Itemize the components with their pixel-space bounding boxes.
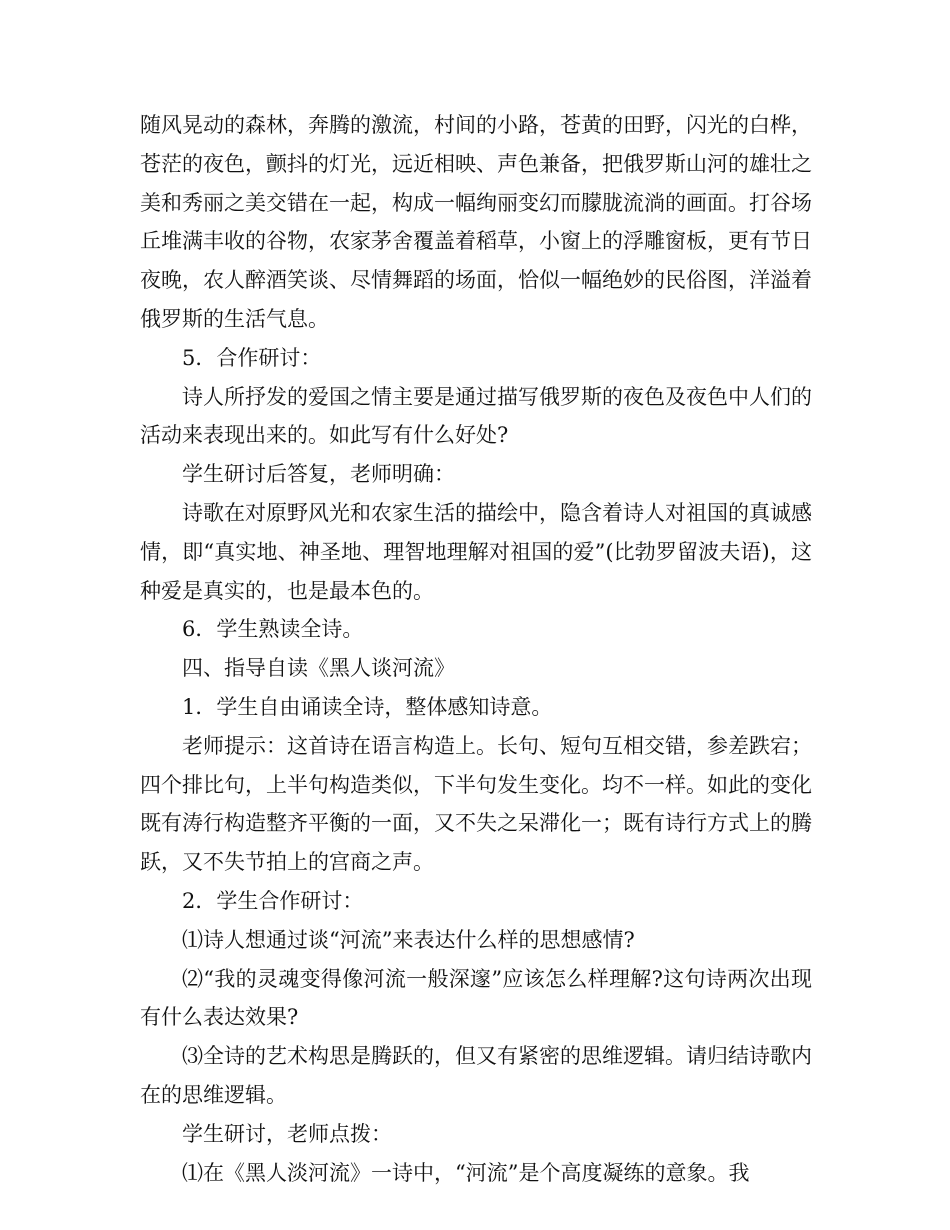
- paragraph-student-discussion: 学生研讨，老师点拨：: [182, 1121, 392, 1146]
- paragraph-teacher-hint: 老师提示：这首诗在语言构造上。长句、短句互相交错，参差跌宕；四个排比句，上半句构造类似，下半句发生变化。均不一样。如此的变化既有涛行构造整齐平衡的一面，又不失之呆滞化一；既有诗行方式上的腾跃，又不失节拍上的宫商之声。: [140, 733, 812, 875]
- paragraph-step-6: 6．学生熟读全诗。: [182, 617, 364, 642]
- question-3: ⑶全诗的艺术构思是腾跃的，但又有紧密的思维逻辑。请归结诗歌内在的思维逻辑。: [140, 1044, 812, 1107]
- paragraph-step-1: 1．学生自由诵读全诗，整体感知诗意。: [182, 694, 553, 719]
- question-1: ⑴诗人想通过谈“河流”来表达什么样的思想感情?: [182, 927, 635, 952]
- answer-1: ⑴在《黑人淡河流》一诗中，“河流”是个高度凝练的意象。我: [182, 1160, 750, 1185]
- paragraph-landscape-description: 随风晃动的森林，奔腾的激流，村间的小路，苍黄的田野，闪光的白桦，苍茫的夜色，颤抖的灯光，远近相映、声色兼备，把俄罗斯山河的雄壮之美和秀丽之美交错在一起，构成一幅绚丽变幻而朦胧流淌的画面。打谷场丘堆满丰收的谷物，农家茅舍覆盖着稻草，小窗上的浮雕窗板，更有节日夜晚，农人醉酒笑谈、尽情舞蹈的场面，恰似一幅绝妙的民俗图，洋溢着俄罗斯的生活气息。: [140, 113, 812, 331]
- section-heading-four: 四、指导自读《黑人谈河流》: [182, 656, 455, 681]
- document-page: [140, 106, 812, 1192]
- paragraph-question: 诗人所抒发的爱国之情主要是通过描写俄罗斯的夜色及夜色中人们的活动来表现出来的。如此写有什么好处?: [140, 384, 812, 448]
- paragraph-answer: 诗歌在对原野风光和农家生活的描绘中，隐含着诗人对祖国的真诚感情，即“真实地、神圣地、理智地理解对祖国的爱”(比勃罗留波夫语)，这种爱是真实的，也是最本色的。: [140, 500, 812, 603]
- paragraph-teacher-clarify: 学生研讨后答复，老师明确：: [182, 462, 455, 487]
- paragraph-step-2: 2．学生合作研讨：: [182, 888, 364, 913]
- paragraph-step-5-heading: 5．合作研讨：: [182, 345, 322, 370]
- question-2: ⑵“我的灵魂变得像河流一般深邃”应该怎么样理解?这句诗两次出现有什么表达效果?: [140, 966, 812, 1030]
